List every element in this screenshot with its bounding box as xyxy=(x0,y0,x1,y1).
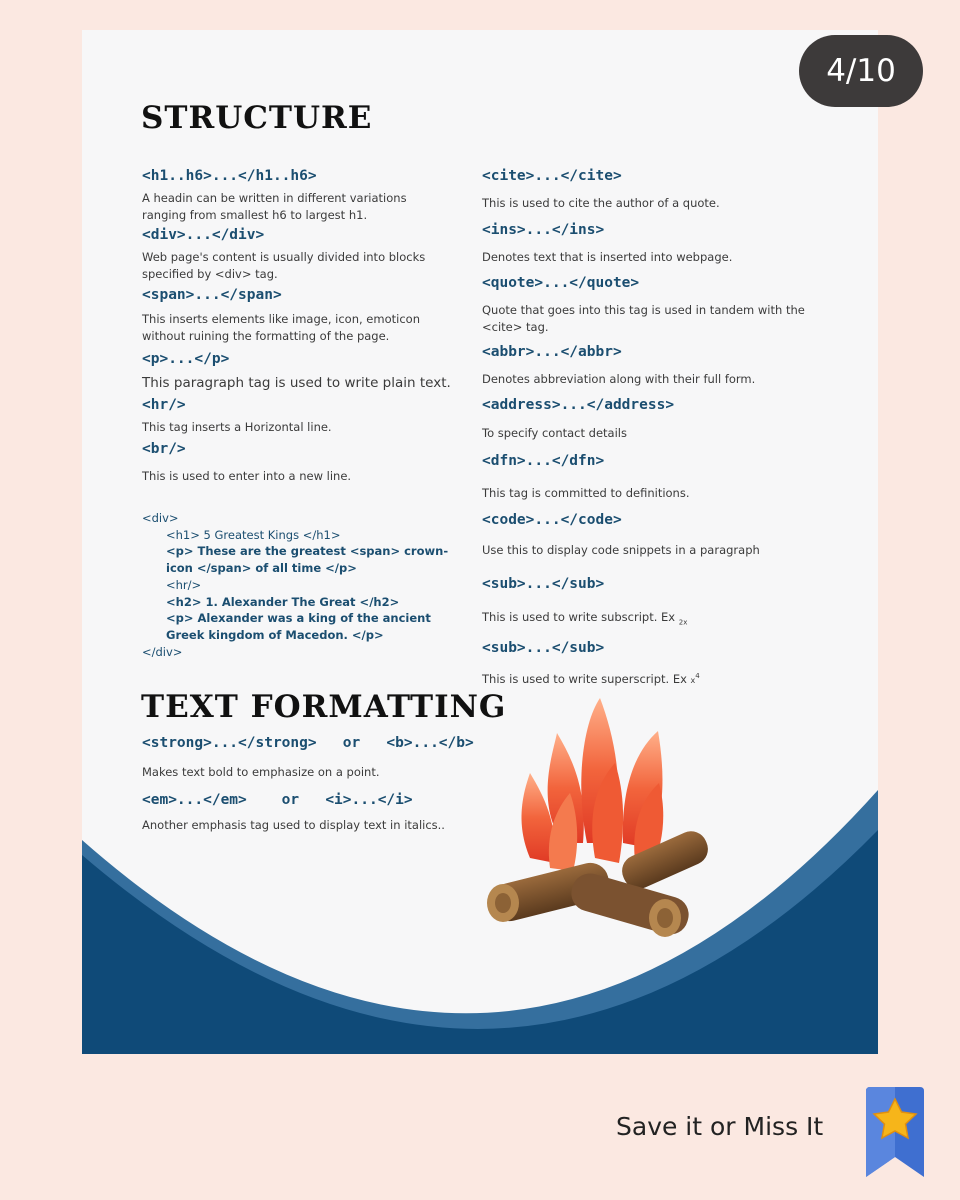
tag-em-i: <em>...</em> or <i>...</i> xyxy=(142,792,413,808)
desc-subscript-text: This is used to write subscript. Ex xyxy=(482,610,676,624)
tag-div: <div>...</div> xyxy=(142,227,265,243)
bookmark-star-icon[interactable] xyxy=(862,1085,928,1181)
superscript-example: 4 xyxy=(695,672,700,680)
code-line: </div> xyxy=(142,644,183,659)
campfire-icon xyxy=(475,693,721,943)
desc-span: This inserts elements like image, icon, emoticon without ruining the formatting of the page. xyxy=(142,312,420,343)
tag-sub: <sub>...</sub> xyxy=(482,576,605,592)
tag-strong-b: <strong>...</strong> or <b>...</b> xyxy=(142,735,474,751)
code-example xyxy=(142,510,472,660)
tag-abbr: <abbr>...</abbr> xyxy=(482,344,622,360)
code-line: <h1> 5 Greatest Kings </h1> xyxy=(166,527,341,542)
text-formatting-title: TEXT FORMATTING xyxy=(141,689,507,725)
tag-cite: <cite>...</cite> xyxy=(482,168,622,184)
desc-superscript-text: This is used to write superscript. Ex xyxy=(482,671,687,686)
tag-dfn: <dfn>...</dfn> xyxy=(482,453,605,469)
desc-hr: This tag inserts a Horizontal line. xyxy=(142,420,332,434)
tag-ins: <ins>...</ins> xyxy=(482,222,605,238)
code-line: <hr/> xyxy=(166,577,202,592)
tag-address: <address>...</address> xyxy=(482,397,675,413)
tag-code: <code>...</code> xyxy=(482,512,622,528)
desc-ins: Denotes text that is inserted into webpage. xyxy=(482,250,733,264)
desc-em-i: Another emphasis tag used to display text in italics.. xyxy=(142,818,445,832)
structure-title: STRUCTURE xyxy=(141,100,373,136)
desc-quote: Quote that goes into this tag is used in tandem with the <cite> tag. xyxy=(482,303,805,334)
subscript-example: 2x xyxy=(678,618,688,627)
tag-h1-h6: <h1..h6>...</h1..h6> xyxy=(142,168,317,184)
tag-quote: <quote>...</quote> xyxy=(482,275,640,291)
desc-subscript xyxy=(482,609,812,631)
desc-superscript xyxy=(482,668,812,689)
desc-abbr: Denotes abbreviation along with their full form. xyxy=(482,372,756,386)
desc-p: This paragraph tag is used to write plain text. xyxy=(142,375,451,391)
desc-br: This is used to enter into a new line. xyxy=(142,469,352,483)
desc-div: Web page's content is usually divided into blocks specified by <div> tag. xyxy=(142,250,426,281)
page-counter: 4/10 xyxy=(799,35,923,107)
slide-card xyxy=(82,30,878,1054)
code-line: <h2> 1. Alexander The Great </h2> xyxy=(166,594,400,609)
superscript-example-base: x xyxy=(690,675,696,685)
tag-hr: <hr/> xyxy=(142,397,186,413)
desc-h1-h6: A headin can be written in different variations ranging from smallest h6 to largest h1. xyxy=(142,191,407,222)
code-line: <p> Alexander was a king of the ancient Greek kingdom of Macedon. </p> xyxy=(166,611,431,642)
tag-sup: <sub>...</sub> xyxy=(482,640,605,656)
desc-strong-b: Makes text bold to emphasize on a point. xyxy=(142,765,380,779)
desc-cite: This is used to cite the author of a quote. xyxy=(482,196,720,210)
desc-code: Use this to display code snippets in a paragraph xyxy=(482,543,760,557)
save-caption: Save it or Miss It xyxy=(616,1112,824,1141)
tag-p: <p>...</p> xyxy=(142,351,230,367)
desc-dfn: This tag is committed to definitions. xyxy=(482,486,690,500)
code-line: <p> These are the greatest <span> crown-icon </span> of all time </p> xyxy=(166,544,449,576)
desc-address: To specify contact details xyxy=(482,426,627,440)
tag-span: <span>...</span> xyxy=(142,287,282,303)
tag-br: <br/> xyxy=(142,441,186,457)
code-line: <div> xyxy=(142,511,179,525)
